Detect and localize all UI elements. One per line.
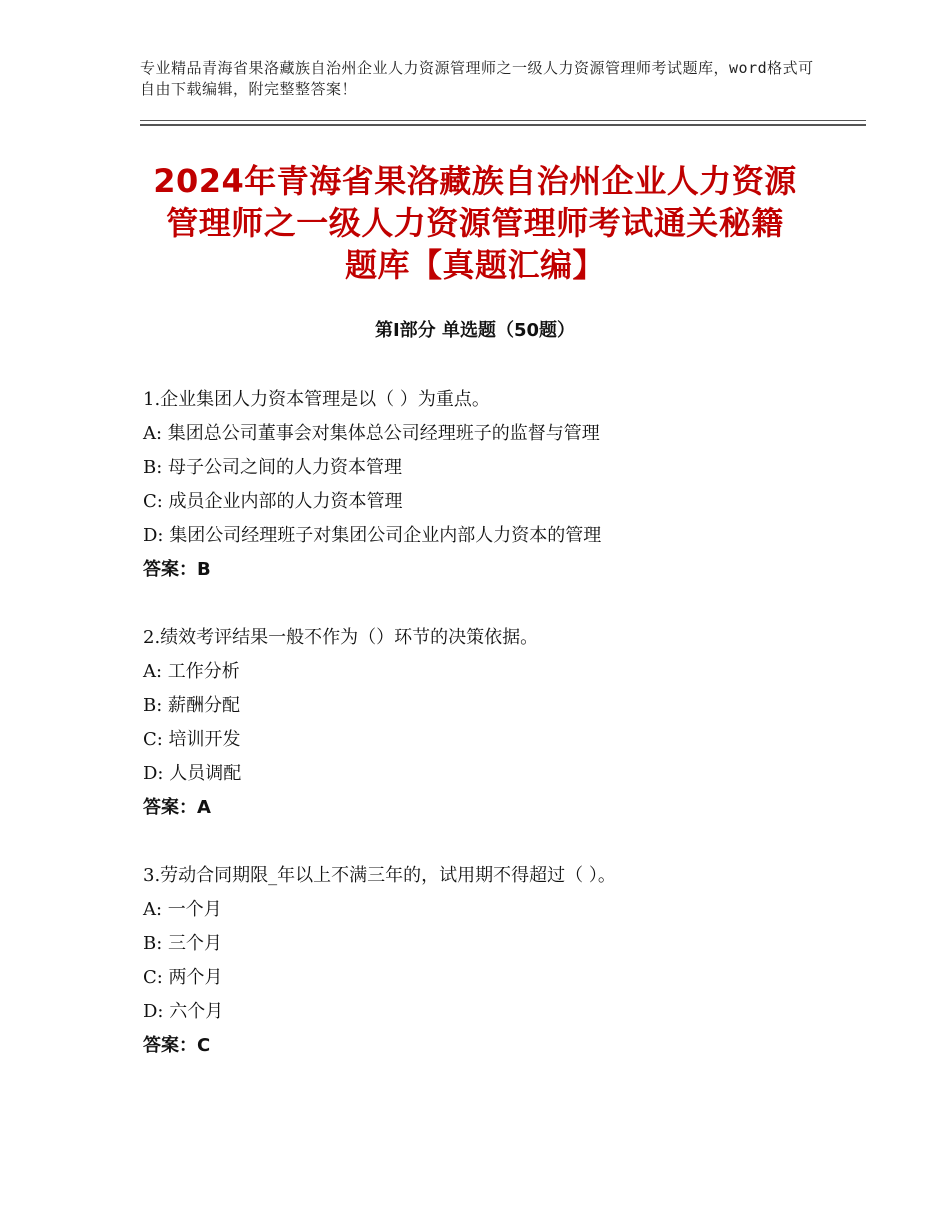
option-d: D: 人员调配	[143, 763, 242, 784]
header-rule-thin	[140, 120, 866, 121]
option-d: D: 六个月	[143, 1001, 224, 1022]
option-c: C: 成员企业内部的人力资本管理	[143, 491, 403, 512]
question-item	[143, 621, 863, 825]
title-line: 题库【真题汇编】	[344, 246, 605, 284]
title-line: 2024年青海省果洛藏族自治州企业人力资源	[153, 162, 797, 200]
option-a: A: 一个月	[143, 899, 222, 920]
option-b: B: 薪酬分配	[143, 695, 241, 716]
question-list	[143, 383, 863, 1097]
header-rule-thick	[140, 124, 866, 126]
option-b: B: 三个月	[143, 933, 223, 954]
answer-line: 答案：B	[143, 559, 211, 580]
document-title	[130, 160, 820, 286]
option-c: C: 培训开发	[143, 729, 241, 750]
option-d: D: 集团公司经理班子对集团公司企业内部人力资本的管理	[143, 525, 602, 546]
question-item	[143, 859, 863, 1063]
answer-line: 答案：C	[143, 1035, 211, 1056]
option-c: C: 两个月	[143, 967, 223, 988]
question-item	[143, 383, 863, 587]
option-a: A: 集团总公司董事会对集体总公司经理班子的监督与管理	[143, 423, 600, 444]
question-stem: 1.企业集团人力资本管理是以（ ）为重点。	[143, 389, 490, 410]
answer-line: 答案：A	[143, 797, 211, 818]
section-title: 第Ⅰ部分 单选题（50题）	[374, 320, 575, 341]
title-line: 管理师之一级人力资源管理师考试通关秘籍	[166, 204, 784, 242]
question-stem: 2.绩效考评结果一般不作为（）环节的决策依据。	[143, 627, 539, 648]
option-b: B: 母子公司之间的人力资本管理	[143, 457, 403, 478]
option-a: A: 工作分析	[143, 661, 240, 682]
header-note: 专业精品青海省果洛藏族自治州企业人力资源管理师之一级人力资源管理师考试题库，word格式可自由下载编辑，附完整整答案！	[140, 59, 814, 98]
question-stem: 3.劳动合同期限_年以上不满三年的，试用期不得超过（ ）。	[143, 865, 616, 886]
